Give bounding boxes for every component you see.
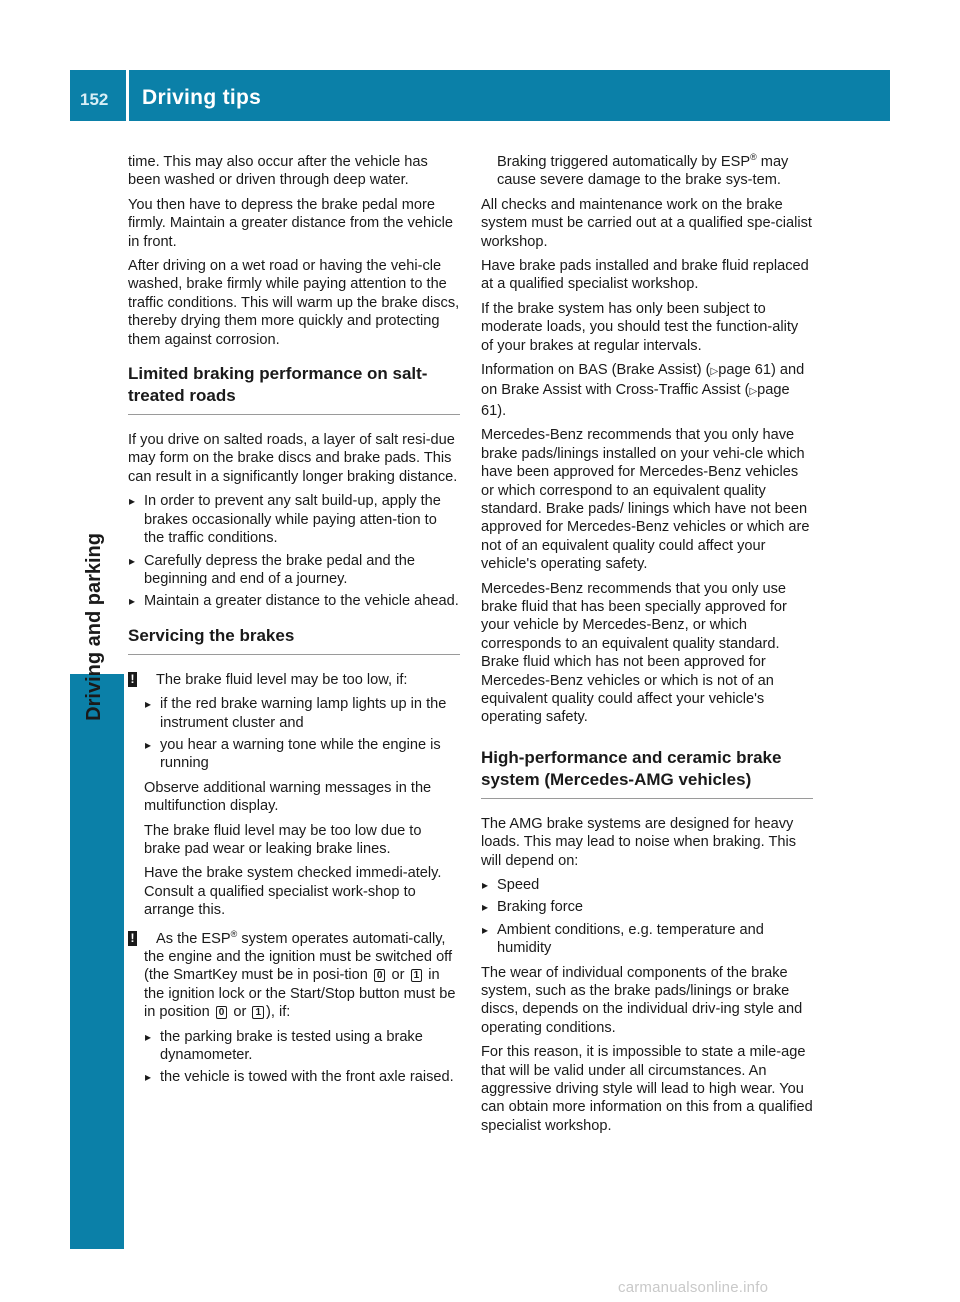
watermark: carmanualsonline.info xyxy=(618,1279,769,1296)
bullet-icon: ▸ xyxy=(145,1070,152,1085)
bullet-icon: ▸ xyxy=(145,697,152,712)
list-item: ▸ you hear a warning tone while the engine is running xyxy=(145,736,441,772)
list-item: ▸ the vehicle is towed with the front axle raised. xyxy=(145,1069,454,1086)
bullet-list xyxy=(128,492,460,610)
left-column xyxy=(128,153,460,1093)
page-ref-link[interactable]: page 61 xyxy=(481,382,790,419)
list-item: ▸ Maintain a greater distance to the vehicle ahead. xyxy=(129,593,459,610)
paragraph: Have brake pads installed and brake fluid replaced at a qualified specialist workshop. xyxy=(481,258,809,293)
page-header xyxy=(70,70,890,121)
paragraph: Braking triggered automatically by ESP® may cause severe damage to the brake sys-tem. xyxy=(497,152,789,189)
bullet-list xyxy=(144,695,460,773)
paragraph: If you drive on salted roads, a layer of salt resi-due may form on the brake discs and brake pads. This can result in a significantly longer braking distance. xyxy=(128,432,458,485)
list-item: ▸ Carefully depress the brake pedal and the beginning and end of a journey. xyxy=(129,552,415,587)
list-item: ▸ Speed xyxy=(482,877,540,893)
paragraph: The wear of individual components of the brake system, such as the brake pads/linings or brake discs, depends on the individual driv-ing style and operating conditions. xyxy=(481,964,803,1036)
bullet-icon: ▸ xyxy=(129,594,136,609)
list-item: ▸ Ambient conditions, e.g. temperature and humidity xyxy=(482,921,764,957)
bullet-icon: ▸ xyxy=(129,494,136,509)
list-item: ▸ if the red brake warning lamp lights up in the instrument cluster and xyxy=(145,696,447,731)
page-ref-icon: ▷ xyxy=(749,386,758,398)
page-ref-icon: ▷ xyxy=(710,366,719,378)
paragraph: If the brake system has only been subject to moderate loads, you should test the function-ality of your brakes at regular intervals. xyxy=(481,300,799,354)
key-position-1: 1 xyxy=(252,1006,264,1019)
paragraph: Information on BAS (Brake Assist) (▷page 61) and on Brake Assist with Cross-Traffic Assist (▷page 61). xyxy=(481,362,805,419)
paragraph: The AMG brake systems are designed for heavy loads. This may lead to noise when braking. This will depend on: xyxy=(481,815,797,869)
list-item: ▸ the parking brake is tested using a brake dynamometer. xyxy=(145,1028,423,1064)
key-position-0: 0 xyxy=(374,969,386,982)
paragraph: time. This may also occur after the vehicle has been washed or driven through deep water. xyxy=(128,154,428,189)
key-position-1: 1 xyxy=(411,969,423,982)
chapter-label xyxy=(83,533,111,721)
header-divider xyxy=(126,70,129,121)
paragraph: Mercedes-Benz recommends that you only have brake pads/linings installed on your vehi-cle which have been approved for Mercedes-Benz vehicles or which correspond to an equivalent quality standard. Brake pads/ linings which have not been approved for Mercedes-Benz vehicles or which are not of an equivalent quality could affect your vehicle's operating safety. xyxy=(481,427,810,573)
section-heading-salt: Limited braking performance on salt- treated roads xyxy=(128,363,460,415)
bullet-list xyxy=(481,876,813,958)
bullet-list xyxy=(144,1028,460,1087)
page-ref-link[interactable]: page 61 xyxy=(718,362,771,379)
bullet-icon: ▸ xyxy=(129,553,136,568)
bullet-icon: ▸ xyxy=(145,737,152,752)
chapter-label-text: Driving and parking xyxy=(83,533,105,721)
paragraph: You then have to depress the brake pedal more firmly. Maintain a greater distance from the vehicle in front. xyxy=(128,196,453,250)
paragraph: All checks and maintenance work on the brake system must be carried out at a qualified spe-cialist workshop. xyxy=(481,196,812,250)
paragraph: Mercedes-Benz recommends that you only use brake fluid that has been specially approved for your vehicle by Mercedes-Benz, or which corresponds to an equivalent quality standard. Brake fluid which has not been approved for Mercedes-Benz vehicles or which is not of an equivalent quality could affect your vehicle's operating safety. xyxy=(481,580,787,726)
right-column xyxy=(481,153,813,1141)
warning-note: ! As the ESP® system operates automati-cally, the engine and the ignition must be switched off (the SmartKey must be in posi-tion 0 or 1 in the ignition lock or the Start/Stop button must be in position 0 or 1 ), if: ▸ the parking brake is tested using a brake dynamometer. ▸ the vehicle is towed with the front axle raised. xyxy=(128,930,460,1087)
bullet-icon: ▸ xyxy=(482,878,489,892)
section-heading-amg: High-performance and ceramic brake system (Mercedes-AMG vehicles) xyxy=(481,747,813,799)
key-position-0: 0 xyxy=(216,1006,228,1019)
list-item: ▸ In order to prevent any salt build-up, apply the brakes occasionally while paying atten-tion to the traffic conditions. xyxy=(129,493,441,547)
warning-icon: ! xyxy=(128,931,137,946)
bullet-icon: ▸ xyxy=(482,900,489,915)
warning-icon: ! xyxy=(128,672,137,687)
page-title: Driving tips xyxy=(142,86,262,109)
paragraph: For this reason, it is impossible to state a mile-age that will be valid under all circumstances. An aggressive driving style will lead to high wear. You can obtain more information on this from a qualified specialist workshop. xyxy=(481,1044,813,1134)
section-heading-service: Servicing the brakes xyxy=(128,625,460,655)
page-number: 152 xyxy=(80,90,109,109)
warning-note: ! The brake fluid level may be too low, if: ▸ if the red brake warning lamp lights up in the instrument cluster and ▸ you hear a warning tone while the engine is running Observe additional warning messages in the multifunction display. The brake fluid level may be too low due to brake pad wear or leaking brake lines. Have the brake system checked immedi-ately. Consult a qualified specialist work-shop to arrange this. xyxy=(128,671,460,920)
bullet-icon: ▸ xyxy=(482,922,489,937)
list-item: ▸ Braking force xyxy=(482,899,583,916)
bullet-icon: ▸ xyxy=(145,1029,152,1044)
paragraph: After driving on a wet road or having the vehi-cle washed, brake firmly while paying attention to the traffic conditions. This will warm up the brake discs, thereby drying them more quickly and protecting them against corrosion. xyxy=(128,258,460,348)
